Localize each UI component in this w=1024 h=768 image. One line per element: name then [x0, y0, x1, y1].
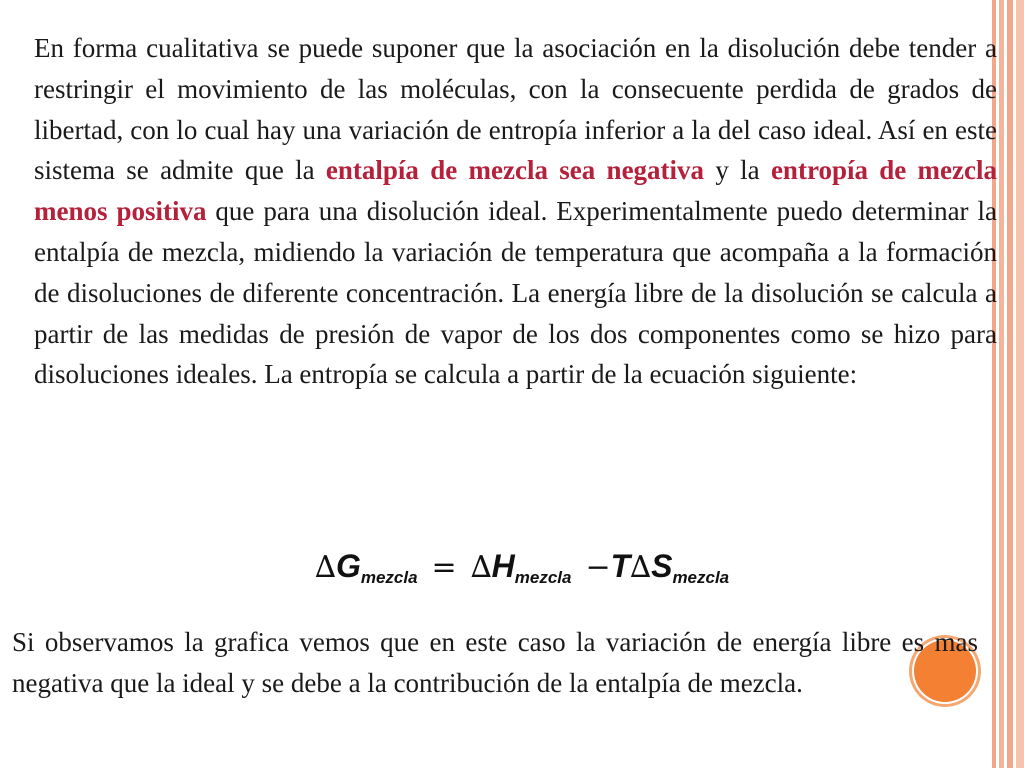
- gibbs-equation: [315, 548, 729, 588]
- delta-symbol: ∆: [315, 550, 336, 585]
- main-paragraph: [34, 28, 997, 395]
- var-s: S: [651, 548, 673, 584]
- var-h: H: [491, 548, 515, 584]
- stripe: [1016, 0, 1024, 768]
- paragraph-text: En forma cualitativa se puede suponer que la asociación en la disolución debe tender a restringir el movimiento de las moléculas, con la consecuente perdida de grados de libertad, con lo cual hay una variación de entropía inferior a la del caso ideal. Así en este sistema se admite que la: [34, 33, 997, 186]
- paragraph-text: y la: [704, 155, 771, 186]
- conclusion-paragraph: Si observamos la grafica vemos que en este caso la variación de energía libre es mas negativa que la ideal y se debe a la contribución de la entalpía de mezcla.: [12, 627, 978, 698]
- subscript-mezcla: mezcla: [514, 568, 572, 587]
- minus-sign: −: [585, 550, 611, 585]
- equals-sign: =: [431, 550, 457, 585]
- subscript-mezcla: mezcla: [672, 568, 730, 587]
- delta-symbol: ∆: [470, 550, 492, 585]
- subscript-mezcla: mezcla: [360, 568, 418, 587]
- delta-symbol: ∆: [630, 550, 652, 585]
- highlight-enthalpy: entalpía de mezcla sea negativa: [325, 155, 705, 186]
- highlight-entropy: entropía de mezcla menos positiva: [34, 155, 997, 227]
- var-t: T: [610, 548, 631, 584]
- paragraph-text: que para una disolución ideal. Experimentalmente puedo determinar la entalpía de mezcla, midiendo la variación de temperatura que acompaña a la formación de disoluciones de diferente concentración. La energía libre de la disolución se calcula a partir de las medidas de presión de vapor de los dos componentes como se hizo para disoluciones ideales. La entropía se calcula a partir de la ecuación siguiente:: [34, 196, 997, 390]
- var-g: G: [335, 548, 361, 584]
